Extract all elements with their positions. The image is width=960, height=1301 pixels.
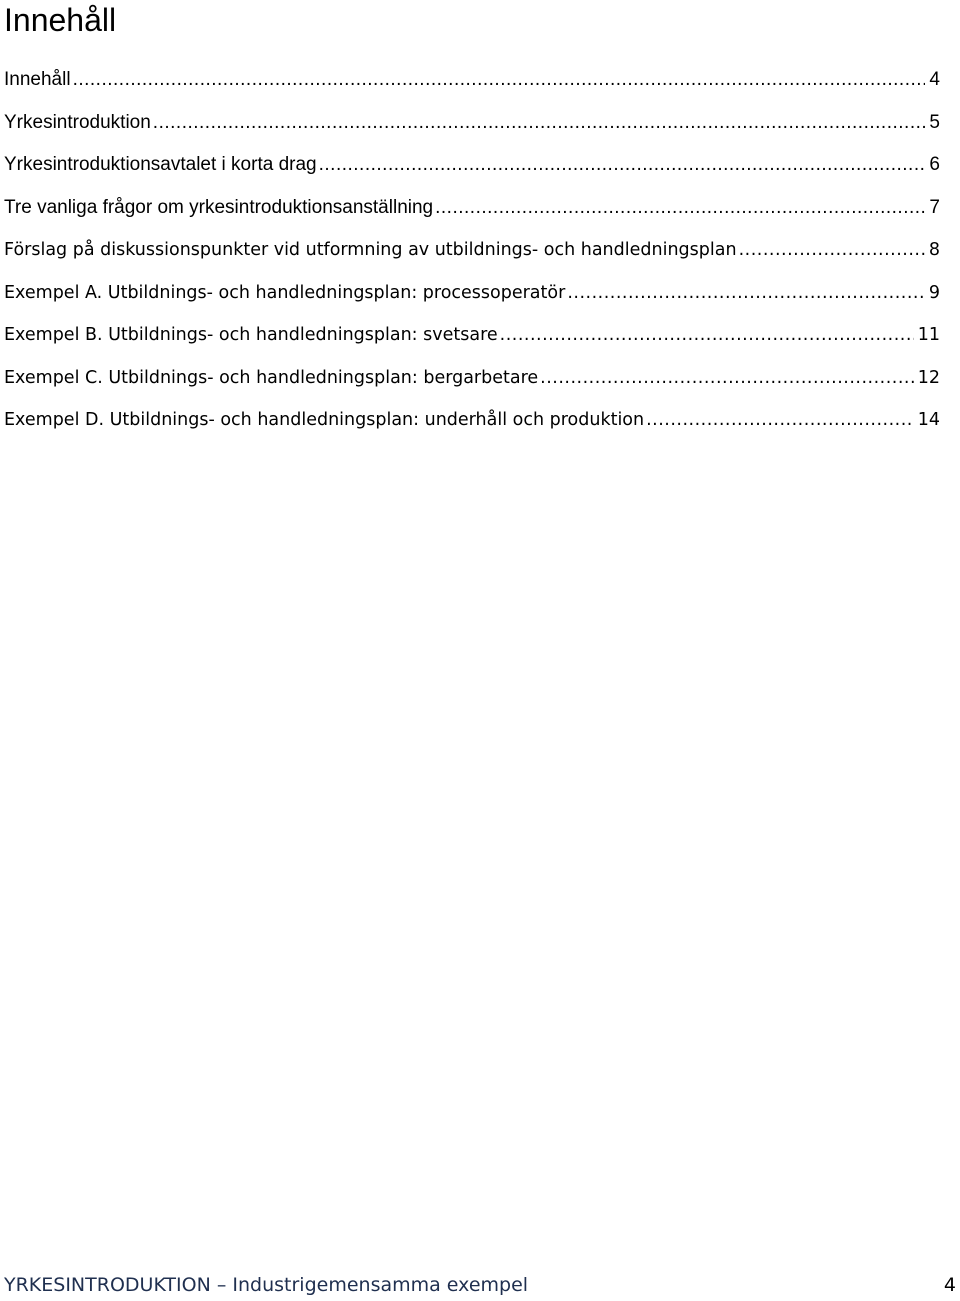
toc-entry-exempel-d[interactable] — [4, 402, 940, 445]
toc-entry-page: 9 — [928, 282, 940, 303]
toc-entry-exempel-c[interactable] — [4, 360, 940, 403]
toc-entry-page: 6 — [929, 154, 940, 175]
footer-page-number: 4 — [943, 1274, 956, 1296]
page-title: Innehåll — [4, 2, 117, 38]
toc-dot-leader — [435, 190, 925, 226]
toc-entry-yrkesintroduktion[interactable] — [4, 105, 940, 148]
toc-dot-leader — [500, 317, 914, 353]
toc-entry-title: Tre vanliga frågor om yrkesintroduktionsanställning — [4, 196, 434, 218]
toc-dot-leader — [739, 232, 925, 268]
toc-entry-title: Yrkesintroduktionsavtalet i korta drag — [4, 154, 317, 175]
toc-entry-page: 14 — [917, 410, 940, 430]
page-footer — [4, 1270, 956, 1300]
toc-dot-leader — [319, 147, 926, 183]
toc-dot-leader — [73, 62, 926, 98]
toc-entry-page: 12 — [917, 367, 940, 388]
toc-entry-title: Förslag på diskussionspunkter vid utformning av utbildnings- och handledningsplan — [4, 240, 737, 260]
toc-entry-title: Exempel C. Utbildnings- och handledningsplan: bergarbetare — [4, 367, 539, 388]
toc-entry-title: Exempel A. Utbildnings- och handledningsplan: processoperatör — [4, 282, 566, 303]
toc-entry-title: Innehåll — [4, 69, 71, 90]
toc-entry-title: Exempel B. Utbildnings- och handledningsplan: svetsare — [4, 325, 498, 345]
toc-dot-leader — [567, 275, 925, 311]
toc-dot-leader — [153, 105, 926, 141]
toc-entry-innehall[interactable] — [4, 62, 940, 105]
toc-entry-diskussionspunkter[interactable] — [4, 232, 940, 275]
toc-entry-title: Yrkesintroduktion — [4, 111, 151, 133]
toc-entry-exempel-a[interactable] — [4, 275, 940, 318]
toc-entry-avtalet[interactable] — [4, 147, 940, 190]
toc-entry-page: 7 — [929, 196, 940, 218]
toc-dot-leader — [540, 360, 914, 396]
toc-entry-title: Exempel D. Utbildnings- och handledningsplan: underhåll och produktion — [4, 410, 645, 430]
table-of-contents — [4, 62, 940, 445]
footer-text: YRKESINTRODUKTION – Industrigemensamma exempel — [4, 1274, 529, 1296]
toc-entry-page: 4 — [929, 69, 940, 90]
toc-entry-page: 5 — [929, 111, 940, 133]
toc-entry-exempel-b[interactable] — [4, 317, 940, 360]
toc-entry-fragor[interactable] — [4, 190, 940, 233]
toc-entry-page: 8 — [928, 240, 940, 260]
toc-dot-leader — [646, 402, 914, 438]
toc-entry-page: 11 — [917, 325, 940, 345]
